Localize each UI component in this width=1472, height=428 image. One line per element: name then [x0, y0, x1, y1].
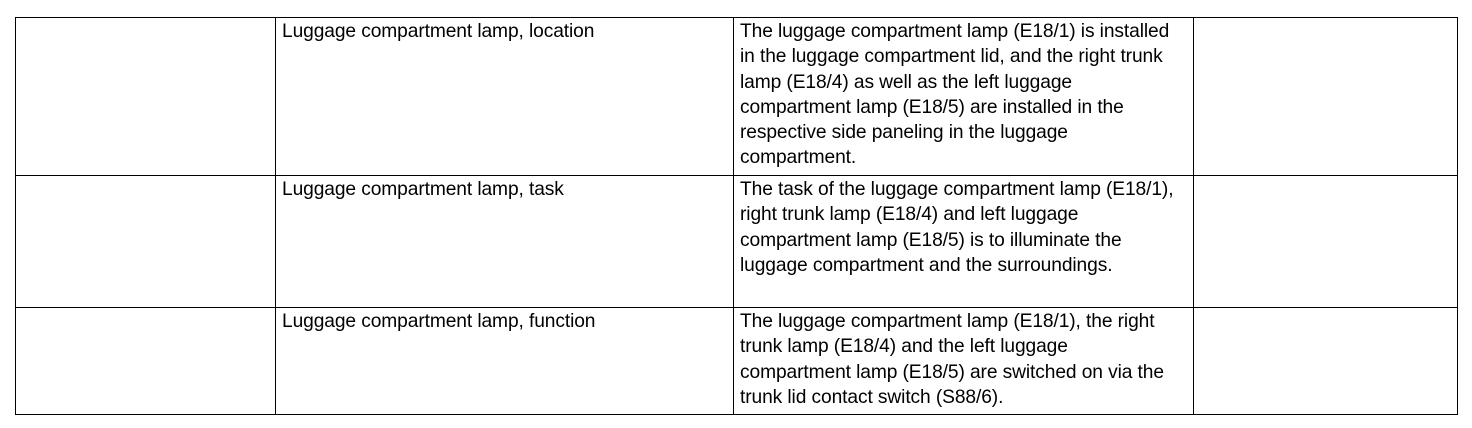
- table-row: [16, 308, 1458, 415]
- description-text: The luggage compartment lamp (E18/1), the right trunk lamp (E18/4) and the left luggage compartment lamp (E18/5) are switched on via the trunk lid contact switch (S88/6).: [740, 311, 1164, 408]
- description-cell: [734, 176, 1194, 308]
- blank-cell-left: [16, 18, 276, 176]
- blank-cell-right: [1194, 18, 1458, 176]
- topic-text: Luggage compartment lamp, task: [282, 179, 564, 200]
- blank-cell-right: [1194, 176, 1458, 308]
- topic-text: Luggage compartment lamp, location: [282, 21, 595, 42]
- table-row: [16, 176, 1458, 308]
- blank-cell-right: [1194, 308, 1458, 415]
- topic-cell: [276, 18, 734, 176]
- description-cell: [734, 18, 1194, 176]
- blank-cell-left: [16, 176, 276, 308]
- document-table: [15, 17, 1458, 415]
- blank-cell-left: [16, 308, 276, 415]
- topic-cell: [276, 308, 734, 415]
- topic-cell: [276, 176, 734, 308]
- topic-text: Luggage compartment lamp, function: [282, 311, 596, 332]
- table-row: [16, 18, 1458, 176]
- description-text: The task of the luggage compartment lamp (E18/1), right trunk lamp (E18/4) and left luggage compartment lamp (E18/5) is to illuminate the luggage compartment and the surroundings.: [740, 179, 1174, 276]
- description-cell: [734, 308, 1194, 415]
- description-text: The luggage compartment lamp (E18/1) is installed in the luggage compartment lid, and the right trunk lamp (E18/4) as well as the left luggage compartment lamp (E18/5) are installed in the respective side paneling in the luggage compartment.: [740, 21, 1170, 169]
